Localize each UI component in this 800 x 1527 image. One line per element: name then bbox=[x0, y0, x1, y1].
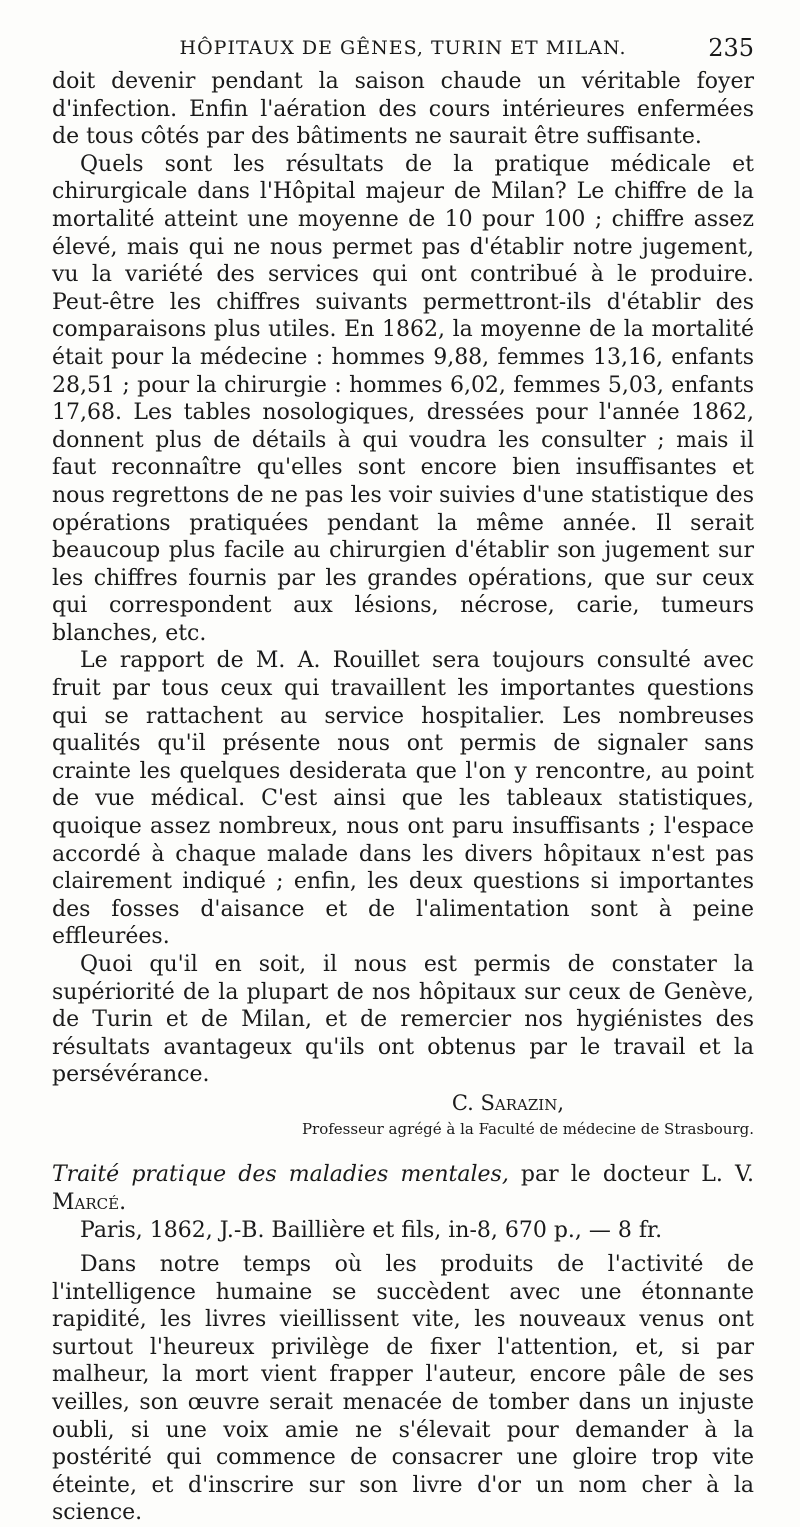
paragraph-mortality-results: Quels sont les résultats de la pratique médicale et chirurgicale dans l'Hôpital majeur de Milan? Le chiffre de la mortalité atteint une moyenne de 10 pour 100 ; chiffre assez élevé, mais qui ne nous permet pas d'établir notre jugement, vu la variété des services qui ont contribué à le produire. Peut-être les chiffres suivants permettront-ils d'établir des comparaisons plus utiles. En 1862, la moyenne de la mortalité était pour la médecine : hommes 9,88, femmes 13,16, enfants 28,51 ; pour la chirurgie : hommes 6,02, femmes 5,03, enfants 17,68. Les tables nosologiques, dressées pour l'année 1862, donnent plus de détails à qui voudra les consulter ; mais il faut reconnaître qu'elles sont encore bien insuffisantes et nous regrettons de ne pas les voir suivies d'une statistique des opérations pratiquées pendant la même année. Il serait beaucoup plus facile au chirurgien d'établir son jugement sur les chiffres fournis par les grandes opérations, que sur ceux qui correspondent aux lésions, nécrose, carie, tumeurs blanches, etc. bbox=[52, 151, 754, 646]
paragraph-rouillet-report: Le rapport de M. A. Rouillet sera toujours consulté avec fruit par tous ceux qui travaillent les importantes questions qui se rattachent au service hospitalier. Les nombreuses qualités qu'il présente nous ont permis de signaler sans crainte les quelques desiderata que l'on y rencontre, au point de vue médical. C'est ainsi que les tableaux statistiques, quoique assez nombreux, nous ont paru insuffisants ; l'espace accordé à chaque malade dans les divers hôpitaux n'est pas clairement indiqué ; enfin, les deux questions si importantes des fosses d'aisance et de l'alimentation sont à peine effleurées. bbox=[52, 648, 754, 950]
paragraph-conclusion: Quoi qu'il en soit, il nous est permis de constater la supériorité de la plupart de nos hôpitaux sur ceux de Genève, de Turin et de Milan, et de remercier nos hygiénistes des résultats avantageux qu'ils ont obtenus par le travail et la persévérance. bbox=[52, 952, 754, 1088]
book-author: L. V. Marcé. bbox=[52, 1161, 754, 1215]
signature-title: Professeur agrégé à la Faculté de médecine de Strasbourg. bbox=[301, 1119, 754, 1138]
page-number: 235 bbox=[708, 34, 754, 62]
book-publication: Paris, 1862, J.-B. Baillière et fils, in-8, 670 p., — 8 fr. bbox=[80, 1217, 663, 1243]
book-by: par le docteur bbox=[508, 1161, 702, 1187]
running-title: HÔPITAUX DE GÊNES, TURIN ET MILAN. bbox=[179, 37, 627, 59]
signature-name: C. Sarazin, bbox=[451, 1090, 564, 1115]
running-header bbox=[52, 28, 754, 68]
book-title: Traité pratique des maladies mentales, bbox=[52, 1161, 509, 1187]
paragraph-review: Dans notre temps où les produits de l'activité de l'intelligence humaine se succèdent avec une étonnante rapidité, les livres vieillissent vite, les nouveaux venus ont surtout l'heureux privilège de fixer l'attention, et, si par malheur, la mort vient frapper l'auteur, encore pâle de ses veilles, son œuvre serait menacée de tomber dans un injuste oubli, si une voix amie ne s'élevait pour demander à la postérité qui commence de consacrer une gloire trop vite éteinte, et d'inscrire sur son livre d'or un nom cher à la science. bbox=[52, 1251, 754, 1526]
book-reference bbox=[52, 1161, 754, 1245]
paragraph-continuation: doit devenir pendant la saison chaude un véritable foyer d'infection. Enfin l'aération des cours intérieures enfermées de tous côtés par des bâtiments ne saurait être suffisante. bbox=[52, 69, 754, 150]
